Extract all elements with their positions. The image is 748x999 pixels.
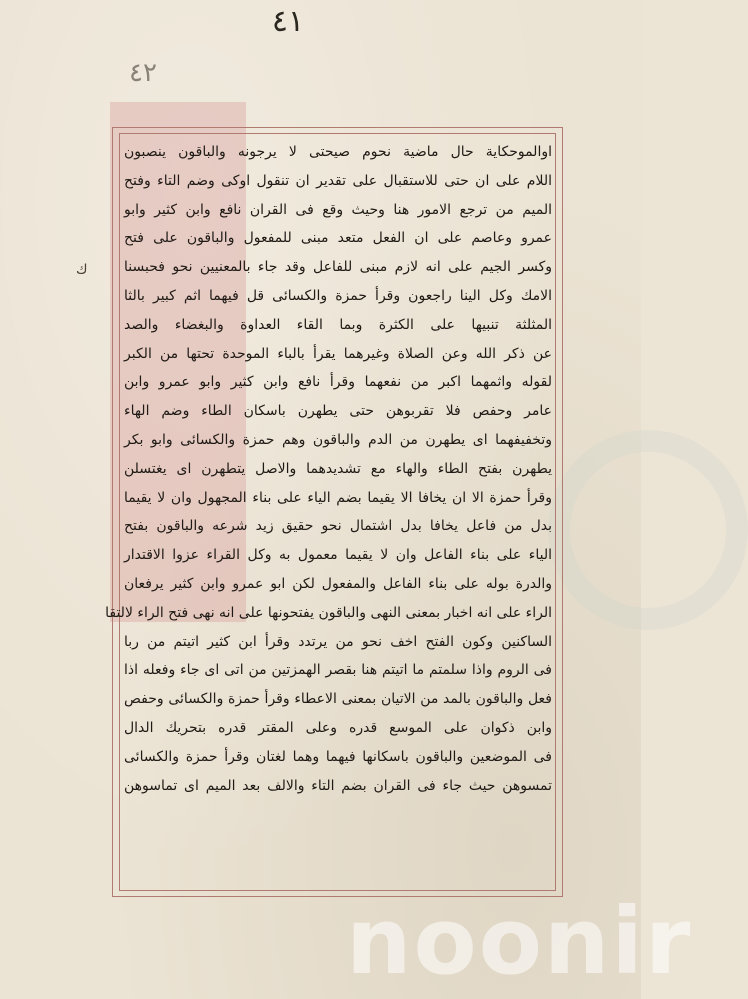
- text-line: اللام على ان حتى للاستقبال على تقدير ان تنقول اوكى وضم التاء وفتح: [124, 172, 552, 189]
- text-line: عامر وحفص فلا تقربوهن حتى يطهرن باسكان الطاء وضم الهاء: [124, 403, 552, 420]
- text-line: اوالموحكاية حال ماضية نحوم صيحتى لا يرجونه والباقون ينصبون: [124, 144, 552, 160]
- text-line: الساكنين وكون الفتح اخف نحو من يرتدد وقرأ ابن كثير اتيتم من ربا: [124, 633, 552, 650]
- text-line: الراء على انه اخبار بمعنى النهى والباقون يفتحونها على انه نهى فتح الراء لالتقا: [105, 604, 552, 621]
- text-line: عمرو وعاصم على ان الفعل متعد مبنى للمفعول والباقون على فتح: [124, 230, 552, 247]
- text-line: والدرة بوله على بناء الفاعل والمفعول لكن ابو عمرو وابن كثير يرفعان: [124, 575, 552, 592]
- watermark-logo: noonir: [346, 888, 693, 995]
- text-line: المثلثة تنبيها على الكثرة وبما القاء العداوة والبغضاء والصد: [124, 316, 552, 333]
- manuscript-text: [105, 138, 552, 888]
- text-line: وتخفيفهما اى يطهرن من الدم والباقون وهم حمزة والكسائى وابو بكر: [124, 431, 552, 448]
- text-line: بدل من فاعل يخافا بدل اشتمال نحو حقيق زيد شرعه والباقون بفتح: [124, 518, 552, 535]
- text-line: وابن ذكوان على الموسع قدره وعلى المقتر قدره بتحريك الدال: [124, 719, 552, 736]
- margin-note: ك: [76, 262, 88, 278]
- text-line: وقرأ حمزة الا ان يخافا الا يقيما بضم الياء على بناء المجهول وان لا يقيما: [124, 489, 552, 506]
- text-line: الياء على بناء الفاعل وان لا يقيما معمول به وكل القراء عزوا الاقتدار: [124, 547, 552, 564]
- page-number: ٤١: [271, 4, 305, 39]
- text-line: فى الروم واذا سلمتم ما اتيتم هنا بقصر الهمزتين من اتى اى جاء وفعله اذا: [124, 662, 552, 679]
- text-line: تمسوهن حيث جاء فى القران بضم التاء والالف بعد الميم اى تماسوهن: [124, 777, 552, 794]
- text-line: فى الموضعين والباقون باسكانها فيهما وهما لغتان وقرأ حمزة والكسائى: [124, 748, 552, 765]
- faint-decoration: [548, 430, 748, 630]
- text-line: لقوله واثمهما اكبر من نفعهما وقرأ نافع وابن كثير وابو عمرو وابن: [124, 374, 552, 391]
- text-line: الامك وكل الينا راجعون وقرأ حمزة والكسائى قل فيهما اثم كبير بالثا: [124, 287, 552, 304]
- text-line: عن ذكر الله وعن الصلاة وغيرهما يقرأ بالباء الموحدة تحتها من الكبر: [124, 345, 552, 362]
- text-line: الميم من ترجع الامور هنا وحيث وقع فى القران نافع وابن كثير وابو: [124, 201, 552, 218]
- text-line: فعل والباقون بالمد من الاتيان بمعنى الاعطاء وقرأ حمزة والكسائى وحفص: [124, 691, 552, 708]
- text-line: يطهرن بفتح الطاء والهاء مع تشديدهما والاصل يتطهرن اى يغتسلن: [124, 460, 552, 477]
- text-line: وكسر الجيم على انه لازم مبنى للفاعل وقد جاء بالمعنيين نحو فحبسنا: [124, 259, 552, 276]
- pencil-page-number: ٤٢: [129, 58, 157, 88]
